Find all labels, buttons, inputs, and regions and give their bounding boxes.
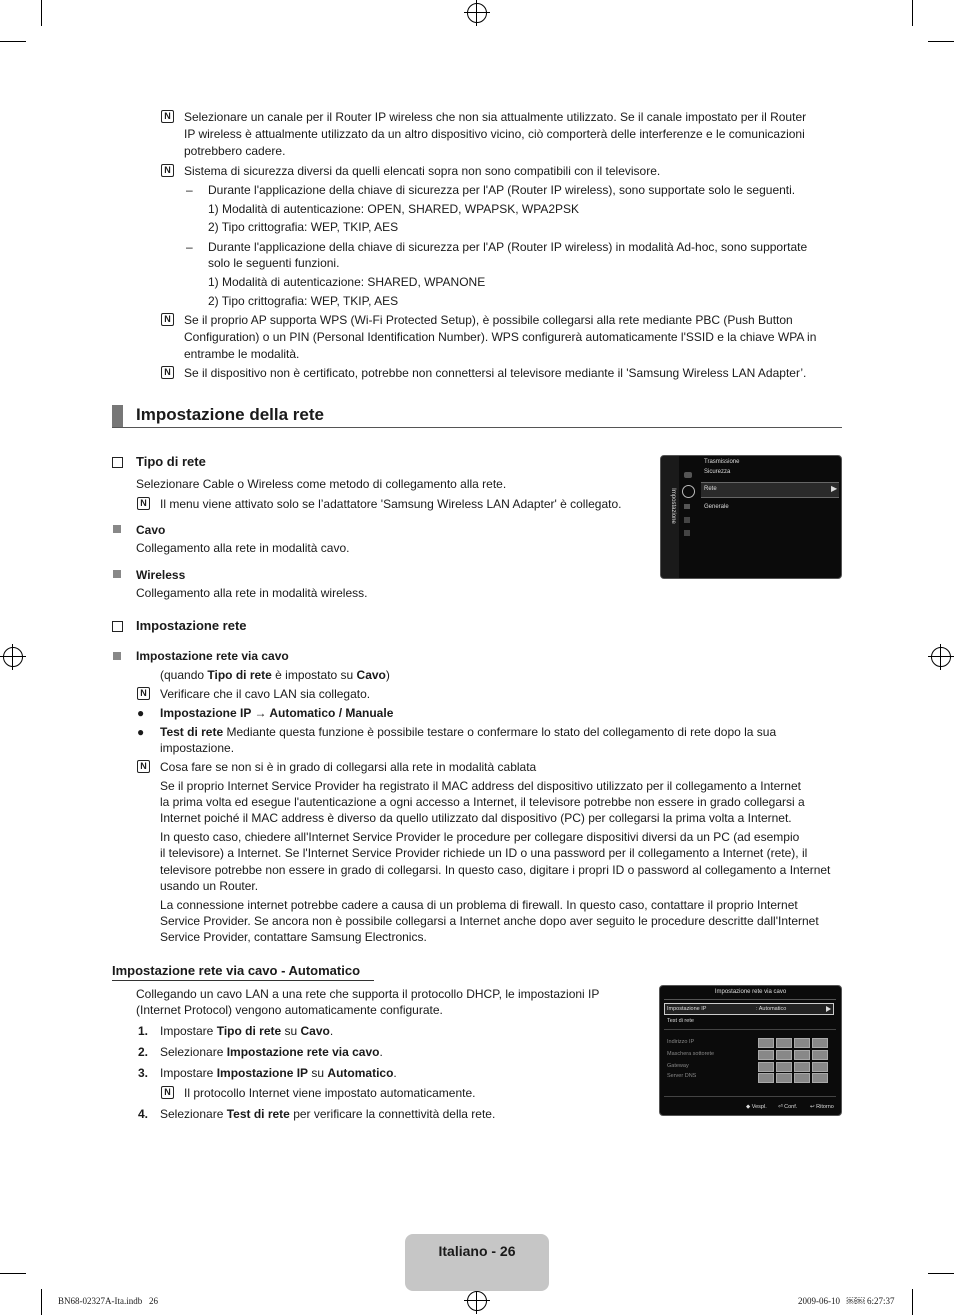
dash-sub: 2) Tipo crittografia: WEP, TKIP, AES bbox=[208, 220, 399, 234]
bullet-dot: ● bbox=[137, 725, 145, 739]
registration-mark-icon bbox=[467, 1291, 487, 1311]
bullet-text: impostazione. bbox=[160, 741, 235, 755]
crop-mark bbox=[0, 41, 26, 42]
body-text: il televisore) a Internet. Se l'Internet Service Provider richiede un ID o una password per il collegamento a Internet (rete), il bbox=[160, 846, 808, 860]
step-number: 3. bbox=[138, 1066, 149, 1080]
section-divider bbox=[112, 427, 842, 428]
crop-mark bbox=[41, 0, 42, 26]
arrow-right-icon: ▶ bbox=[831, 484, 838, 493]
square-bullet-icon bbox=[113, 652, 121, 660]
registration-mark-icon bbox=[931, 647, 951, 667]
body-text: (Internet Protocol) vengono automaticamente configurate. bbox=[136, 1003, 443, 1017]
menu-icon bbox=[684, 530, 690, 536]
note-text: potrebbero cadere. bbox=[184, 144, 286, 158]
bullet-dot: ● bbox=[137, 706, 145, 720]
square-bullet-icon bbox=[113, 570, 121, 578]
footer-move-hint: ◆ Vespl. bbox=[746, 1104, 767, 1110]
registration-mark-icon bbox=[467, 3, 487, 23]
body-text: Se il proprio Internet Service Provider ha registrato il MAC address del dispositivo utilizzato per il collegamento a Internet bbox=[160, 779, 801, 793]
menu-side-label: Impostazione bbox=[669, 488, 676, 524]
dash-text: Durante l'applicazione della chiave di sicurezza per l'AP (Router IP wireless), sono supportate solo le seguenti. bbox=[208, 183, 796, 197]
note-icon: N bbox=[137, 687, 150, 700]
body-text: In questo caso, chiedere all'Internet Service Provider le procedure per collegare dispositivi diversi da un PC (ad esempio bbox=[160, 830, 800, 844]
item-title: Cavo bbox=[136, 523, 166, 537]
body-text: Collegamento alla rete in modalità wireless. bbox=[136, 586, 368, 600]
note-icon: N bbox=[137, 760, 150, 773]
ip-octet-box bbox=[758, 1073, 774, 1083]
menu-item[interactable]: Rete bbox=[704, 486, 717, 492]
body-text: Service Provider. Se ancora non è possibile collegarsi a Internet anche dopo aver seguito le procedure descritte dall'Internet bbox=[160, 914, 819, 928]
body-text: televisore potrebbe non essere in grado di collegarsi. In questo caso, digitare i propri ID o password al collegamento a Internet bbox=[160, 863, 831, 877]
checkbox-bullet-icon bbox=[112, 457, 123, 468]
note-text: IP wireless è attualmente utilizzato da un altro dispositivo vicino, ciò comporterà delle interferenze e le comunicazioni bbox=[184, 127, 805, 141]
arrow-right-icon bbox=[826, 1006, 831, 1012]
ip-octet-box bbox=[758, 1038, 774, 1048]
item-title: Impostazione rete via cavo bbox=[136, 649, 289, 663]
body-text: Internet poiché il MAC address è diverso da quello utilizzato dal dispositivo (PC) per collegarsi la prima volta a Internet. bbox=[160, 811, 792, 825]
subsection-heading: Tipo di rete bbox=[136, 454, 206, 469]
field-label: Server DNS bbox=[667, 1073, 697, 1079]
row-label: Impostazione IP bbox=[667, 1006, 707, 1012]
heading-underline bbox=[112, 980, 374, 981]
step-number: 2. bbox=[138, 1045, 149, 1059]
field-label: Maschera sottorete bbox=[667, 1051, 715, 1057]
crop-mark bbox=[912, 0, 913, 26]
ip-octet-box bbox=[812, 1062, 828, 1072]
dash-sub: 2) Tipo crittografia: WEP, TKIP, AES bbox=[208, 294, 399, 308]
note-text: Sistema di sicurezza diversi da quelli elencati sopra non sono compatibili con il televisore. bbox=[184, 164, 661, 178]
checkbox-bullet-icon bbox=[112, 621, 123, 632]
ip-octet-box bbox=[812, 1073, 828, 1083]
footer-enter-hint: ⏎ Conf. bbox=[778, 1104, 798, 1110]
body-text: La connessione internet potrebbe cadere a causa di un problema di firewall. In questo caso, contattare il proprio Internet bbox=[160, 898, 798, 912]
body-text: la prima volta ed esegue l'autenticazione a ogni accesso a Internet, il televisore potrebbe non essere in grado collegarsi a bbox=[160, 795, 805, 809]
ip-octet-box bbox=[776, 1038, 792, 1048]
note-icon: N bbox=[161, 313, 174, 326]
section-marker bbox=[112, 405, 123, 427]
registration-mark-icon bbox=[3, 647, 23, 667]
step-text: Selezionare Test di rete per verificare la connettività della rete. bbox=[160, 1107, 496, 1121]
menu-icon bbox=[684, 517, 690, 523]
body-text: Collegando un cavo LAN a una rete che supporta il protocollo DHCP, le impostazioni IP bbox=[136, 987, 600, 1001]
row-label[interactable]: Test di rete bbox=[667, 1018, 694, 1024]
menu-item[interactable]: Trasmissione bbox=[704, 459, 740, 465]
divider bbox=[664, 1029, 836, 1030]
note-text: Verificare che il cavo LAN sia collegato. bbox=[160, 687, 371, 701]
bullet-text: Test di rete Mediante questa funzione è possibile testare o confermare lo stato del collegamento di rete dopo la sua bbox=[160, 725, 777, 739]
ip-octet-box bbox=[776, 1062, 792, 1072]
crop-mark bbox=[0, 1273, 26, 1274]
menu-icon bbox=[684, 504, 690, 509]
body-text: Collegamento alla rete in modalità cavo. bbox=[136, 541, 350, 555]
ip-octet-box bbox=[794, 1038, 810, 1048]
note-icon: N bbox=[161, 366, 174, 379]
note-text: Cosa fare se non si è in grado di collegarsi alla rete in modalità cablata bbox=[160, 760, 537, 774]
tv-menu-screenshot bbox=[659, 985, 842, 1116]
note-text: Selezionare un canale per il Router IP wireless che non sia attualmente utilizzato. Se il canale impostato per il Router bbox=[184, 110, 807, 124]
note-icon: N bbox=[137, 497, 150, 510]
ip-octet-box bbox=[794, 1062, 810, 1072]
gear-icon bbox=[682, 485, 695, 498]
ip-octet-box bbox=[776, 1073, 792, 1083]
dash-bullet: – bbox=[186, 183, 193, 197]
ip-octet-box bbox=[758, 1062, 774, 1072]
dash-bullet: – bbox=[186, 240, 193, 254]
note-text: Se il proprio AP supporta WPS (Wi-Fi Protected Setup), è possibile collegarsi alla rete mediante PBC (Push Button bbox=[184, 313, 793, 327]
note-text: Configuration) o un PIN (Personal Identification Number). WPS configurerà automaticamente l'SSID e la chiave WPA in bbox=[184, 330, 817, 344]
step-text: Selezionare Impostazione rete via cavo. bbox=[160, 1045, 383, 1059]
menu-item-selected[interactable] bbox=[701, 482, 839, 498]
subsection-heading: Impostazione rete bbox=[136, 618, 247, 633]
print-date: 2009-06-10 ￼￼ 6:27:37 bbox=[798, 1296, 895, 1306]
crop-mark bbox=[912, 1289, 913, 1315]
footer-return-hint: ↩ Ritorno bbox=[810, 1104, 834, 1110]
step-number: 1. bbox=[138, 1024, 149, 1038]
item-title: Wireless bbox=[136, 568, 186, 582]
ip-octet-box bbox=[794, 1050, 810, 1060]
bullet-text: Impostazione IP → Automatico / Manuale bbox=[160, 706, 394, 720]
dash-sub: 1) Modalità di autenticazione: SHARED, WPANONE bbox=[208, 275, 486, 289]
ip-octet-box bbox=[812, 1038, 828, 1048]
file-info: BN68-02327A-Ita.indb 26 bbox=[58, 1296, 158, 1306]
ip-octet-box bbox=[812, 1050, 828, 1060]
body-text: Selezionare Cable o Wireless come metodo di collegamento alla rete. bbox=[136, 477, 507, 491]
ip-octet-box bbox=[794, 1073, 810, 1083]
subsection-heading: Impostazione rete via cavo - Automatico bbox=[112, 963, 361, 978]
note-text: entrambe le modalità. bbox=[184, 347, 300, 361]
menu-item[interactable]: Generale bbox=[704, 504, 729, 510]
dash-text: Durante l'applicazione della chiave di sicurezza per l'AP (Router IP wireless) in modalità Ad-hoc, sono supportate bbox=[208, 240, 808, 254]
note-icon: N bbox=[161, 1086, 174, 1099]
note-icon: N bbox=[161, 164, 174, 177]
divider bbox=[664, 999, 836, 1000]
dash-sub: 1) Modalità di autenticazione: OPEN, SHARED, WPAPSK, WPA2PSK bbox=[208, 202, 580, 216]
ip-octet-box bbox=[776, 1050, 792, 1060]
body-text: Service Provider, contattare Samsung Electronics. bbox=[160, 930, 427, 944]
page-number: Italiano - 26 bbox=[438, 1243, 516, 1259]
step-number: 4. bbox=[138, 1107, 149, 1121]
crop-mark bbox=[41, 1289, 42, 1315]
row-value: : Automatico bbox=[756, 1006, 787, 1012]
note-text: Se il dispositivo non è certificato, potrebbe non connettersi al televisore mediante il 'Samsung Wireless LAN Adapter’. bbox=[184, 366, 807, 380]
note-icon: N bbox=[161, 110, 174, 123]
body-text: (quando Tipo di rete è impostato su Cavo) bbox=[160, 668, 390, 682]
menu-icon bbox=[684, 472, 692, 478]
field-label: Indirizzo IP bbox=[667, 1039, 695, 1045]
section-title: Impostazione della rete bbox=[136, 405, 324, 424]
tv-menu-screenshot bbox=[660, 455, 842, 579]
step-text: Impostare Tipo di rete su Cavo. bbox=[160, 1024, 334, 1038]
body-text: usando un Router. bbox=[160, 879, 259, 893]
menu-item[interactable]: Sicurezza bbox=[704, 469, 731, 475]
ip-octet-box bbox=[758, 1050, 774, 1060]
field-label: Gateway bbox=[667, 1063, 689, 1069]
crop-mark bbox=[928, 1273, 954, 1274]
square-bullet-icon bbox=[113, 525, 121, 533]
step-text: Impostare Impostazione IP su Automatico. bbox=[160, 1066, 397, 1080]
divider bbox=[664, 1096, 836, 1097]
note-text: Il menu viene attivato solo se l’adattatore 'Samsung Wireless LAN Adapter' è collegato. bbox=[160, 497, 622, 511]
menu-title: Impostazione rete via cavo bbox=[714, 989, 787, 995]
dash-text: solo le seguenti funzioni. bbox=[208, 256, 340, 270]
crop-mark bbox=[928, 41, 954, 42]
note-text: Il protocollo Internet viene impostato automaticamente. bbox=[184, 1086, 476, 1100]
